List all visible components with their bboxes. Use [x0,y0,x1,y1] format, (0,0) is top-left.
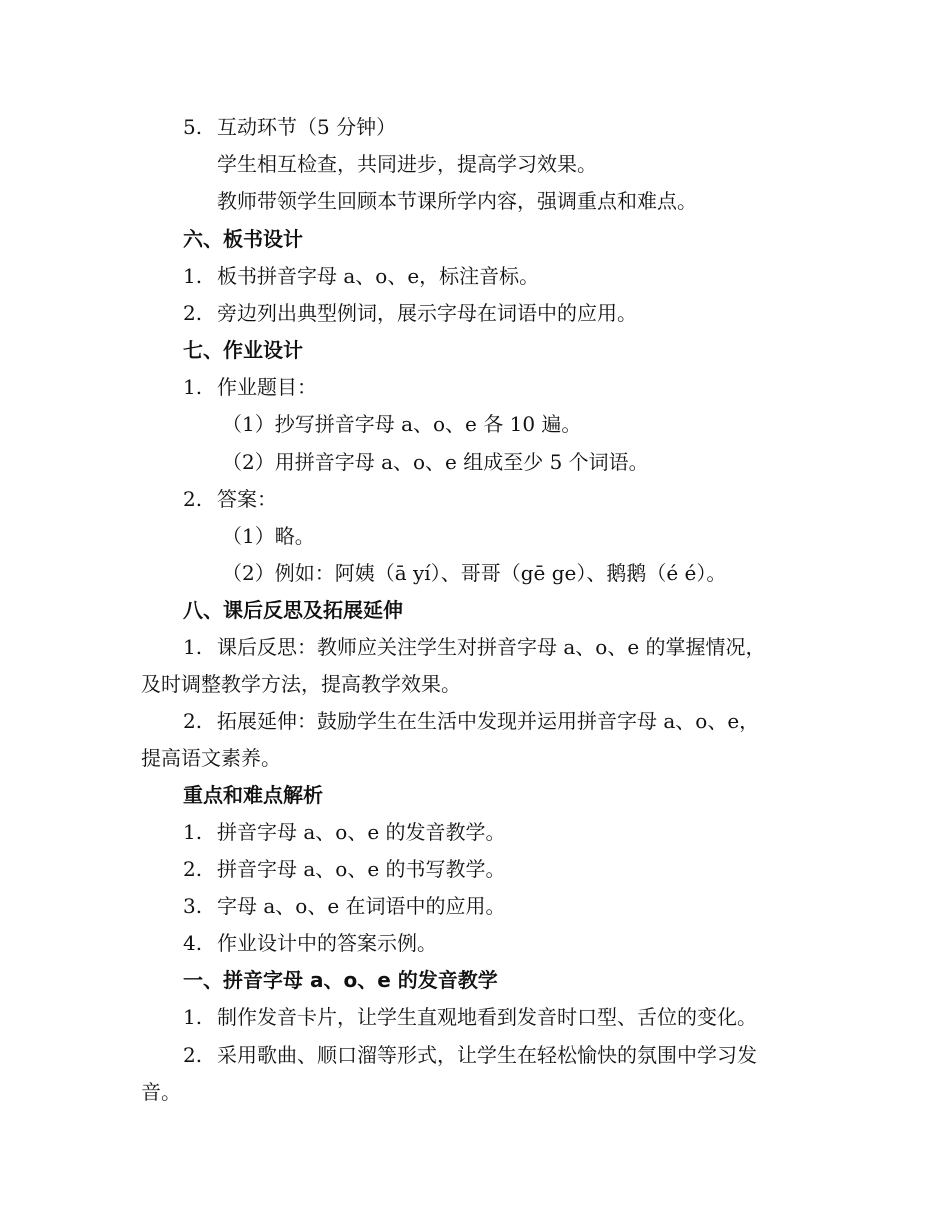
sub-list-item: （1）抄写拼音字母 a、o、e 各 10 遍。 [222,412,582,436]
list-item: 1. 课后反思：教师应关注学生对拼音字母 a、o、e 的掌握情况， [183,635,766,659]
list-item: 2. 答案： [183,487,277,511]
list-item: 2. 拓展延伸：鼓励学生在生活中发现并运用拼音字母 a、o、e， [183,709,760,733]
section-heading: 重点和难点解析 [183,783,323,807]
list-item: 4. 作业设计中的答案示例。 [183,931,437,955]
paragraph-continuation: 提高语文素养。 [141,746,281,770]
section-heading: 七、作业设计 [183,338,303,362]
list-item: 1. 作业题目： [183,375,317,399]
paragraph-continuation: 音。 [141,1080,181,1104]
list-item: 2. 采用歌曲、顺口溜等形式，让学生在轻松愉快的氛围中学习发 [183,1043,757,1067]
sub-list-item: （1）略。 [222,524,315,548]
list-item: 2. 旁边列出典型例词，展示字母在词语中的应用。 [183,301,637,325]
paragraph: 学生相互检查，共同进步，提高学习效果。 [217,152,597,176]
sub-list-item: （2）例如：阿姨（ā yí）、哥哥（gē ge）、鹅鹅（é é）。 [222,561,727,585]
section-heading: 六、板书设计 [183,227,303,251]
paragraph-continuation: 及时调整教学方法，提高教学效果。 [141,672,461,696]
list-item: 1. 制作发音卡片，让学生直观地看到发音时口型、舌位的变化。 [183,1005,757,1029]
list-item: 1. 拼音字母 a、o、e 的发音教学。 [183,820,506,844]
section-heading: 八、课后反思及拓展延伸 [183,598,403,622]
paragraph: 教师带领学生回顾本节课所学内容，强调重点和难点。 [217,189,697,213]
list-item: 5. 互动环节（5 分钟） [183,115,397,139]
list-item: 2. 拼音字母 a、o、e 的书写教学。 [183,857,506,881]
section-heading: 一、拼音字母 a、o、e 的发音教学 [183,968,498,992]
list-item: 1. 板书拼音字母 a、o、e，标注音标。 [183,264,540,288]
sub-list-item: （2）用拼音字母 a、o、e 组成至少 5 个词语。 [222,450,649,474]
list-item: 3. 字母 a、o、e 在词语中的应用。 [183,894,506,918]
